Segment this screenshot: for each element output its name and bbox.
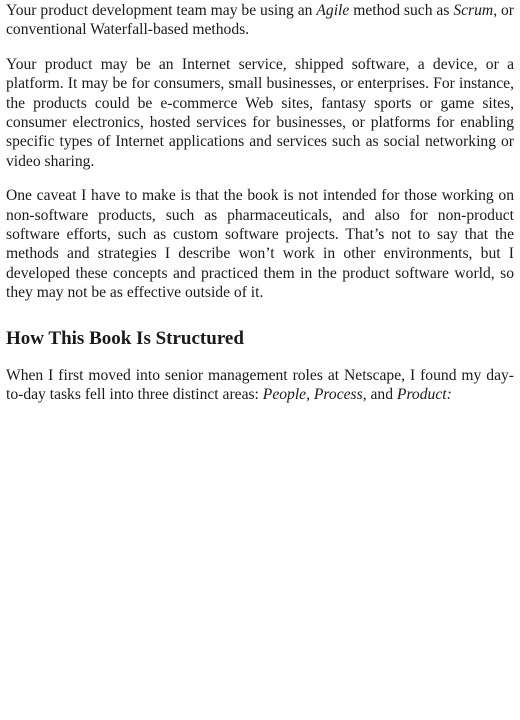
text-span: When I first moved into senior management roles at Netscape, I found my day-to-day tasks fell into three distinct areas: (6, 366, 514, 404)
emphasis-people: People, (262, 386, 310, 404)
emphasis-process: Process, (313, 386, 367, 404)
paragraph-book-structure (6, 366, 514, 405)
section-heading: How This Book Is Structured (6, 327, 244, 349)
text-span: method such as (349, 2, 454, 19)
text-span: or conventional Waterfall-based methods. (6, 2, 515, 39)
document-page (6, 0, 514, 405)
emphasis-agile: Agile (316, 2, 350, 19)
text-span: and (366, 386, 397, 404)
paragraph-product-types: Your product may be an Internet service, shipped software, a device, or a platform. It may be for consumers, small businesses, or enterprises. For instance, the products could be e-commerce Web sites, fantasy sports or game sites, consumer electronics, hosted services for businesses, or platforms for enabling specific types of Internet applications and services such as social networking or video sharing. (6, 55, 514, 170)
paragraph-development-methods (6, 1, 514, 40)
text-span: Your product development team may be using an (6, 2, 317, 19)
emphasis-scrum: Scrum, (453, 2, 498, 19)
paragraph-caveat: One caveat I have to make is that the book is not intended for those working on non-software products, such as pharmaceuticals, and also for non-product software efforts, such as custom software projects. That’s not to say that the methods and strategies I describe won’t work in other environments, but I developed these concepts and practiced them in the product software world, so they may not be as effective outside of it. (6, 187, 514, 302)
emphasis-product: Product: (396, 386, 452, 404)
